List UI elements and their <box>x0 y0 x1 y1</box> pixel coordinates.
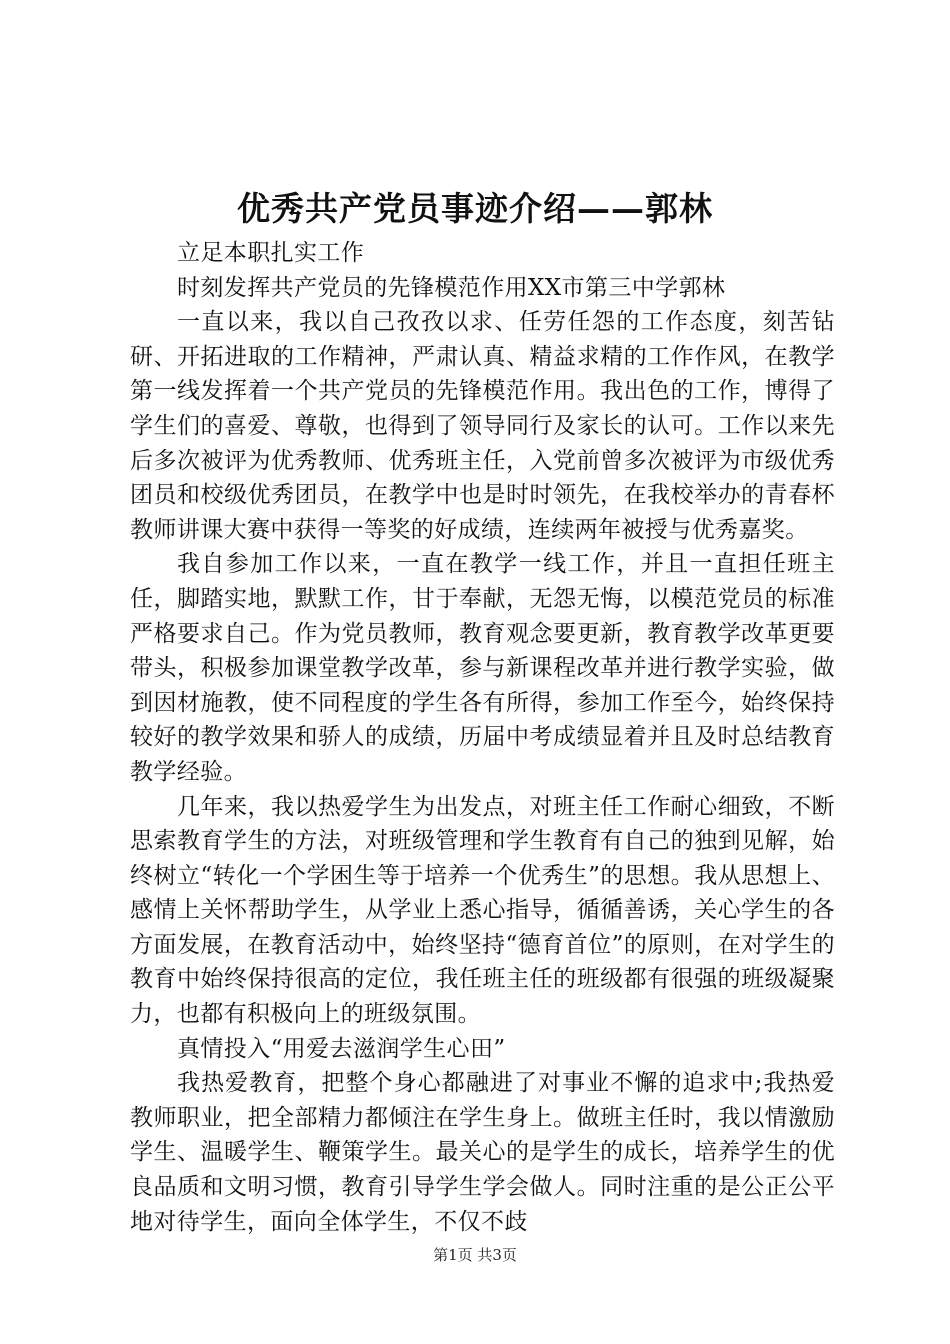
paragraph-1: 一直以来，我以自己孜孜以求、任劳任怨的工作态度，刻苦钻研、开拓进取的工作精神，严肃认真、精益求精的工作作风，在教学第一线发挥着一个共产党员的先锋模范作用。我出色的工作，博得了学生们的喜爱、尊敬，也得到了领导同行及家长的认可。工作以来先后多次被评为优秀教师、优秀班主任，入党前曾多次被评为市级优秀团员和校级优秀团员，在教学中也是时时领先，在我校举办的青春杯教师讲课大赛中获得一等奖的好成绩，连续两年被授与优秀嘉奖。 <box>130 309 835 543</box>
subtitle-line: 时刻发挥共产党员的先锋模范作用XX市第三中学郭林 <box>177 274 726 301</box>
paragraph-4: 我热爱教育，把整个身心都融进了对事业不懈的追求中;我热爱教师职业，把全部精力都倾注在学生身上。做班主任时，我以情激励学生、温暖学生、鞭策学生。最关心的是学生的成长，培养学生的优良品质和文明习惯，教育引导学生学会做人。同时注重的是公正公平地对待学生，面向全体学生，不仅不歧 <box>130 1070 835 1235</box>
section-heading-2: 真情投入“用爱去滋润学生心田” <box>177 1035 506 1062</box>
document-title: 优秀共产党员事迹介绍——郭林 <box>237 189 713 228</box>
paragraph-3: 几年来，我以热爱学生为出发点，对班主任工作耐心细致，不断思索教育学生的方法，对班级管理和学生教育有自己的独到见解，始终树立“转化一个学困生等于培养一个优秀生”的思想。我从思想上、感情上关怀帮助学生，从学业上悉心指导，循循善诱，关心学生的各方面发展，在教育活动中，始终坚持“德育首位”的原则，在对学生的教育中始终保持很高的定位，我任班主任的班级都有很强的班级凝聚力，也都有积极向上的班级氛围。 <box>130 793 835 1028</box>
page-number-footer: 第1页 共3页 <box>433 1246 517 1264</box>
document-body <box>130 236 835 1239</box>
section-heading-1: 立足本职扎实工作 <box>177 240 365 266</box>
paragraph-2: 我自参加工作以来，一直在教学一线工作，并且一直担任班主任，脚踏实地，默默工作，甘于奉献，无怨无悔，以模范党员的标准严格要求自己。作为党员教师，教育观念要更新，教育教学改革更要带头，积极参加课堂教学改革，参与新课程改革并进行教学实验，做到因材施教，使不同程度的学生各有所得，参加工作至今，始终保持较好的教学效果和骄人的成绩，历届中考成绩显着并且及时总结教育教学经验。 <box>130 551 835 785</box>
